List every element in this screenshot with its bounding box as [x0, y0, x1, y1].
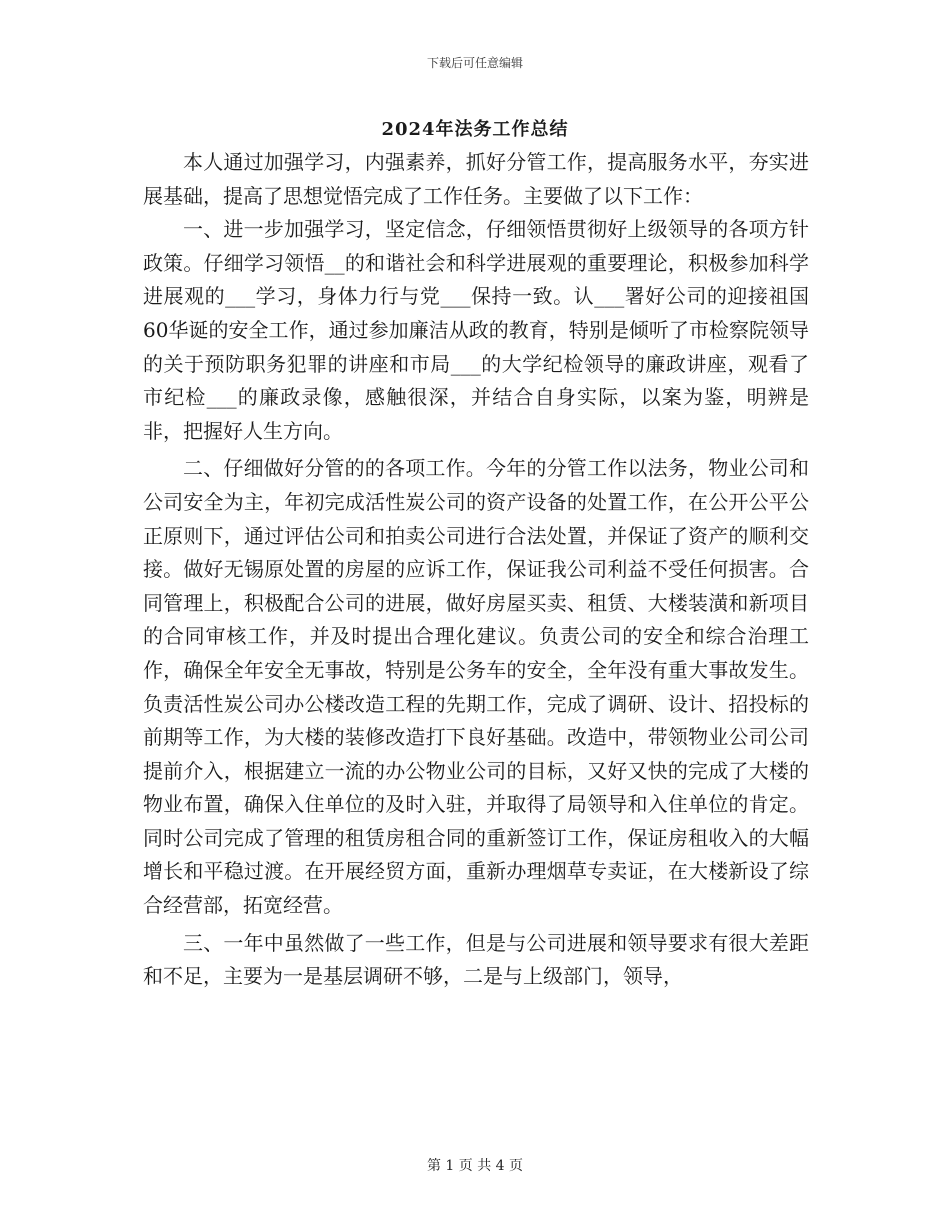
paragraph-section-3: 三、一年中虽然做了一些工作，但是与公司进展和领导要求有很大差距和不足，主要为一是基层调研不够，二是与上级部门，领导， [143, 930, 809, 989]
page-header: 下载后可任意编辑 [426, 56, 523, 70]
page-footer: 第 1 页 共 4 页 [426, 1158, 524, 1174]
document-title: 2024年法务工作总结 [381, 119, 569, 140]
paragraph-section-2: 二、仔细做好分管的的各项工作。今年的分管工作以法务，物业公司和公司安全为主，年初完成活性炭公司的资产设备的处置工作，在公开公平公正原则下，通过评估公司和拍卖公司进行合法处置，并保证了资产的顺利交接。做好无锡原处置的房屋的应诉工作，保证我公司利益不受任何损害。合同管理上，积极配合公司的进展，做好房屋买卖、租赁、大楼装潢和新项目的合同审核工作，并及时提出合理化建议。负责公司的安全和综合治理工作，确保全年安全无事故，特别是公务车的安全，全年没有重大事故发生。负责活性炭公司办公楼改造工程的先期工作，完成了调研、设计、招投标的前期等工作，为大楼的装修改造打下良好基础。改造中，带领物业公司公司提前介入，根据建立一流的办公物业公司的目标，又好又快的完成了大楼的物业布置，确保入住单位的及时入驻，并取得了局领导和入住单位的肯定。同时公司完成了管理的租赁房租合同的重新签订工作，保证房租收入的大幅增长和平稳过渡。在开展经贸方面，重新办理烟草专卖证，在大楼新设了综合经营部，拓宽经营。 [143, 456, 809, 918]
paragraph-intro: 本人通过加强学习，内强素养，抓好分管工作，提高服务水平，夯实进展基础，提高了思想觉悟完成了工作任务。主要做了以下工作： [143, 150, 809, 208]
paragraph-section-1: 一、进一步加强学习，坚定信念，仔细领悟贯彻好上级领导的各项方针政策。仔细学习领悟__的和谐社会和科学进展观的重要理论，积极参加科学进展观的___学习，身体力行与党___保持一致。认___署好公司的迎接祖国60华诞的安全工作，通过参加廉洁从政的教育，特别是倾听了市检察院领导的关于预防职务犯罪的讲座和市局___的大学纪检领导的廉政讲座，观看了市纪检___的廉政录像，感触很深，并结合自身实际，以案为鉴，明辨是非，把握好人生方向。 [143, 217, 809, 443]
document-body [143, 146, 809, 994]
